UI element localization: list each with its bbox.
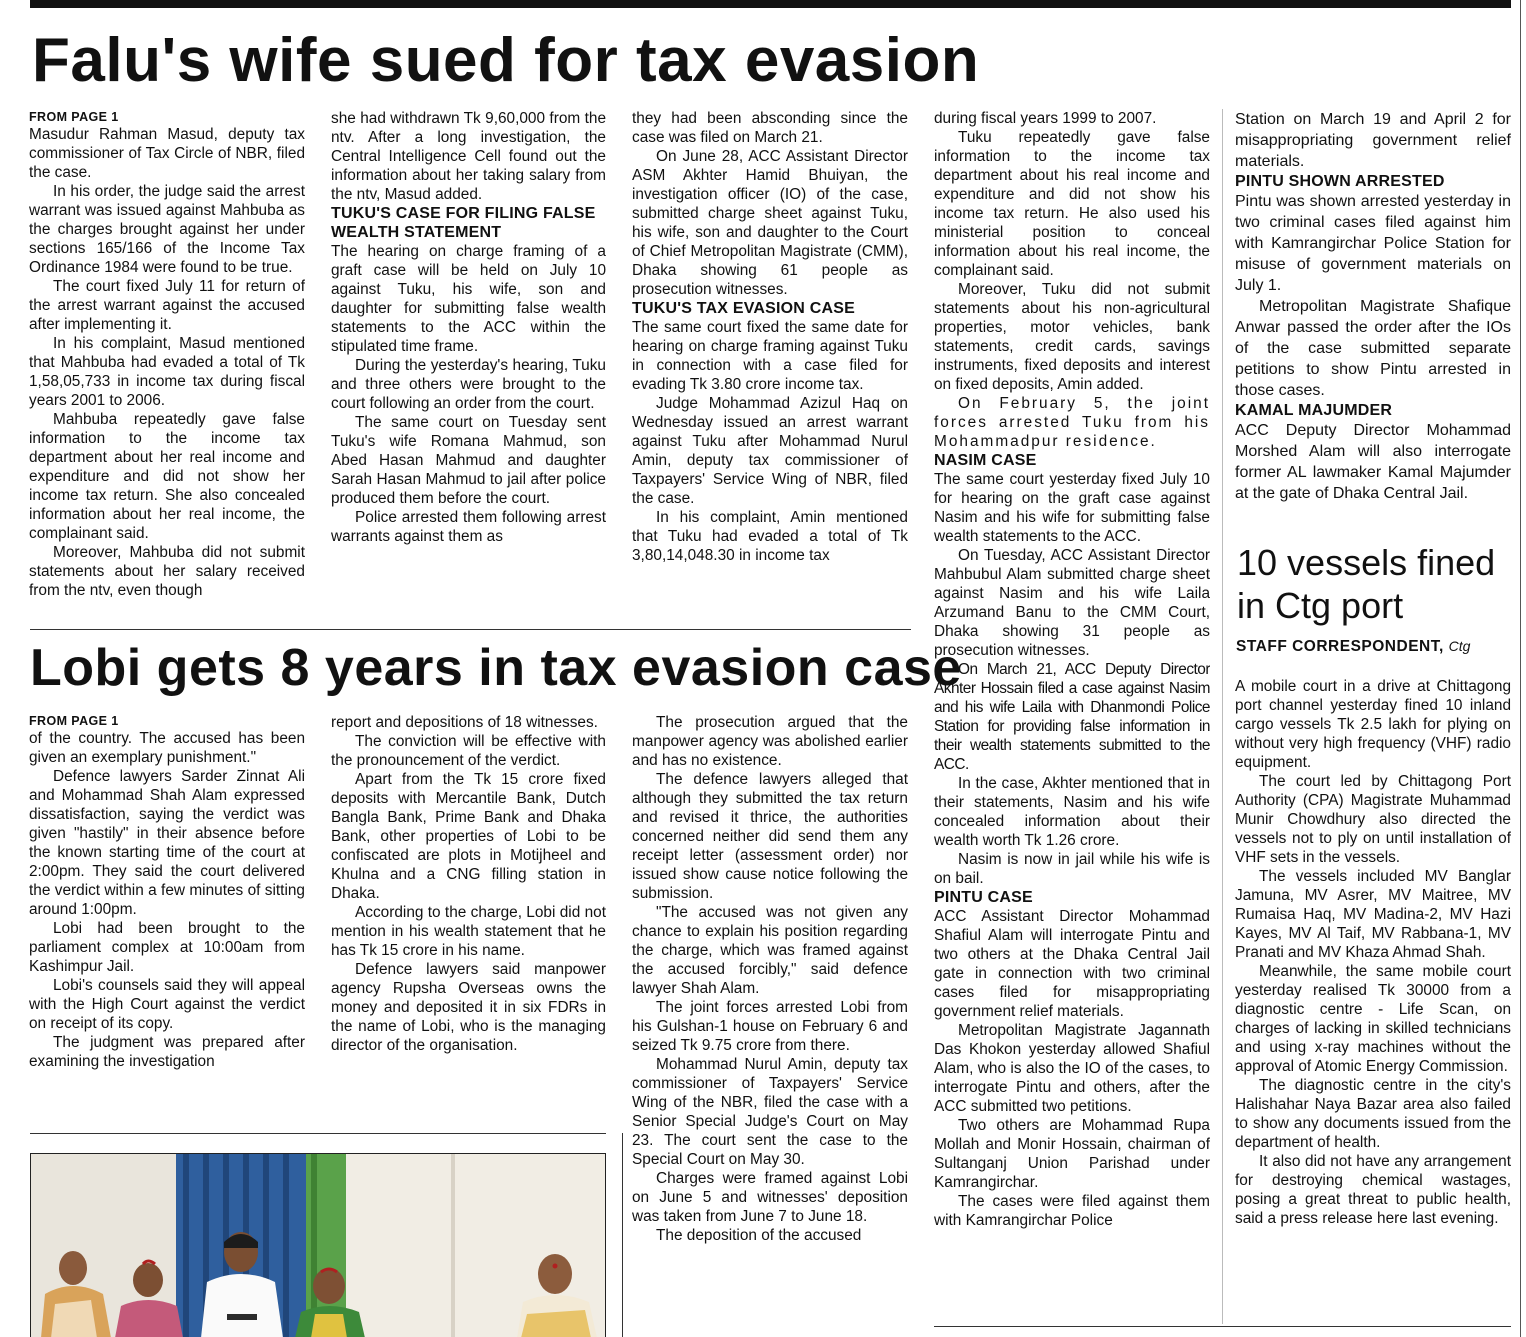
vessels-column (1235, 677, 1511, 1322)
vessels-headline: 10 vessels fined in Ctg port (1237, 542, 1496, 626)
falu-paragraph: during fiscal years 1999 to 2007. (934, 110, 1157, 127)
falu-paragraph: In the case, Akhter mentioned that in their statements, Nasim and his wife concealed information about their wealth worth Tk 1.26 crore. (934, 775, 1210, 849)
top-border-bar (30, 0, 1511, 8)
group-photo (30, 1153, 606, 1337)
falu-paragraph: During the yesterday's hearing, Tuku and three others were brought to the court following an order from the court. (331, 357, 606, 412)
falu-from-page: FROM PAGE 1 (29, 110, 119, 124)
falu-paragraph: On June 28, ACC Assistant Director ASM Akhter Hamid Bhuiyan, the investigation officer (IO) of the case, submitted charge sheet against Tuku, his wife, son and daughter to the Court of Chief Metropolitan Magistrate (CMM), Dhaka showing 61 people as prosecution witnesses. (632, 148, 908, 298)
lobi-paragraph: "The accused was not given any chance to explain his position regarding the charge, which was framed against the accused forcibly," said defence lawyer Shah Alam. (632, 904, 908, 997)
falu-paragraph: Judge Mohammad Azizul Haq on Wednesday issued an arrest warrant against Tuku after Mohammad Nurul Amin, deputy tax commissioner of Taxpayers' Service Wing of NBR, filed the case. (632, 395, 908, 507)
lobi-paragraph: report and depositions of 18 witnesses. (331, 714, 598, 731)
falu-subhead-tuku-wealth: TUKU'S CASE FOR FILING FALSE WEALTH STATEMENT (331, 205, 596, 241)
falu-subhead-pintu-arrested: PINTU SHOWN ARRESTED (1235, 173, 1445, 190)
falu-subhead-kamal: KAMAL MAJUMDER (1235, 402, 1393, 419)
falu-paragraph: On February 5, the joint forces arrested Tuku from his Mohammadpur residence. (934, 395, 1210, 450)
lobi-paragraph: Lobi's counsels said they will appeal with the High Court against the verdict on receipt of its copy. (29, 977, 305, 1032)
vessels-side-rule (1222, 109, 1223, 1324)
falu-paragraph: Tuku repeatedly gave false information to the income tax department about his real income and expenditure and did not show his income tax return. He also used his ministerial position to conceal information about his real income, the complainant said. (934, 129, 1210, 279)
falu-paragraph: Police arrested them following arrest warrants against them as (331, 509, 606, 545)
falu-paragraph: Masudur Rahman Masud, deputy tax commissioner of Tax Circle of NBR, filed the case. (29, 126, 305, 181)
falu-column-1 (29, 109, 305, 619)
vessels-byline (1236, 638, 1470, 656)
falu-paragraph: The same court on Tuesday sent Tuku's wife Romana Mahmud, son Abed Hasan Mahmud and daughter Sarah Hasan Mahmud to jail after police produced them before the court. (331, 414, 606, 507)
falu-column-3 (632, 109, 908, 619)
vessels-paragraph: A mobile court in a drive at Chittagong port channel yesterday fined 10 inland cargo vessels Tk 2.5 lakh for plying on without very high frequency (VHF) radio equipment. (1235, 678, 1511, 771)
page-edge-line (1520, 0, 1521, 1337)
vessels-paragraph: The court led by Chittagong Port Authority (CPA) Magistrate Muhammad Munir Chowdhury also directed the vessels not to ply on until installation of VHF sets in the vessels. (1235, 773, 1511, 866)
falu-paragraph: Metropolitan Magistrate Shafique Anwar passed the order after the IOs of the case submitted separate petitions to show Pintu arrested in those cases. (1235, 298, 1511, 399)
falu-subhead-nasim: NASIM CASE (934, 452, 1037, 469)
section-divider-lobi (30, 629, 911, 630)
lobi-paragraph: Mohammad Nurul Amin, deputy tax commissioner of Taxpayers' Service Wing of the NBR, filed the case with a Senior Special Judge's Court on May 23. The court sent the case to the Special Court on May 30. (632, 1056, 908, 1168)
vessels-byline-author: STAFF CORRESPONDENT, (1236, 638, 1444, 655)
falu-paragraph: The same court yesterday fixed July 10 for hearing on the graft case against Nasim and his wife for submitting false wealth statements to the ACC. (934, 471, 1210, 545)
falu-headline: Falu's wife sued for tax evasion (32, 26, 980, 95)
vessels-paragraph: The vessels included MV Banglar Jamuna, MV Asrer, MV Maitree, MV Rumaisa Haq, MV Madina-2, MV Hazi Kayes, MV Al Taif, MV Rabbana-1, MV Pranati and MV Khaza Ahmad Shah. (1235, 868, 1511, 961)
lobi-paragraph: The deposition of the accused (656, 1227, 862, 1244)
lobi-column-3 (632, 713, 908, 1337)
falu-paragraph: Nasim is now in jail while his wife is on bail. (934, 851, 1210, 887)
falu-paragraph: On March 21, ACC Deputy Director Akhter Hossain filed a case against Nasim and his wife Laila with Dhanmondi Police Station for providing false information in their wealth statements submitted to the ACC. (934, 661, 1210, 773)
lobi-paragraph: The prosecution argued that the manpower agency was abolished earlier and has no existence. (632, 714, 908, 769)
falu-paragraph: The hearing on charge framing of a graft case will be held on July 10 against Tuku, his wife, son and daughter for submitting false wealth statements to the ACC within the stipulated time frame. (331, 243, 606, 355)
group-photo-illustration (31, 1154, 606, 1337)
lobi-headline: Lobi gets 8 years in tax evasion case (30, 639, 962, 697)
falu-paragraph: The court fixed July 11 for return of the arrest warrant against the accused after implementing it. (29, 278, 305, 333)
lobi-column-2 (331, 713, 606, 1118)
falu-paragraph: In his order, the judge said the arrest warrant was issued against Mahbuba as the charges brought against her under sections 165/166 of the Income Tax Ordinance 1984 were found to be true. (29, 183, 305, 276)
lobi-paragraph: According to the charge, Lobi did not mention in his wealth statement that he has Tk 15 crore in his name. (331, 904, 606, 959)
lobi-paragraph: Defence lawyers Sarder Zinnat Ali and Mohammad Shah Alam expressed dissatisfaction, saying the verdict was given "hastily" in their absence before the known starting time of the court at 2:00pm. They said the court delivered the verdict within a few minutes of sitting around 1:00pm. (29, 768, 305, 918)
falu-column-2 (331, 109, 606, 619)
falu-subhead-tuku-tax: TUKU'S TAX EVASION CASE (632, 300, 855, 317)
photo-side-rule (622, 1133, 623, 1337)
lobi-paragraph: of the country. The accused has been given an exemplary punishment." (29, 730, 305, 766)
falu-paragraph: Two others are Mohammad Rupa Mollah and Monir Hossain, chairman of Sultanganj Union Parishad under Kamrangirchar. (934, 1117, 1210, 1191)
falu-paragraph: Metropolitan Magistrate Jagannath Das Khokon yesterday allowed Shafiul Alam, who is also the IO of the cases, to interrogate Pintu and others, after the ACC submitted two petitions. (934, 1022, 1210, 1115)
lobi-paragraph: Lobi had been brought to the parliament complex at 10:00am from Kashimpur Jail. (29, 920, 305, 975)
falu-paragraph: Moreover, Tuku did not submit statements about his non-agricultural properties, motor vehicles, bank statements, credit cards, savings instruments, fixed deposits and interest on fixed deposits, Amin added. (934, 281, 1210, 393)
falu-column-4 (934, 109, 1210, 1309)
falu-paragraph: In his complaint, Masud mentioned that Mahbuba had evaded a total of Tk 1,58,05,733 in income tax during fiscal years 2001 to 2006. (29, 335, 305, 409)
lobi-paragraph: Charges were framed against Lobi on June 5 and witnesses' deposition was taken from June 7 to June 18. (632, 1170, 908, 1225)
falu-paragraph: Station on March 19 and April 2 for misappropriating government relief materials. (1235, 111, 1511, 170)
photo-top-rule (30, 1133, 606, 1134)
lobi-paragraph: The conviction will be effective with the pronouncement of the verdict. (331, 733, 606, 769)
vessels-paragraph: Meanwhile, the same mobile court yesterday realised Tk 30000 from a diagnostic centre - Life Scan, on charges of lacking in skilled technicians and using x-ray machines without the approval of Atomic Energy Commission. (1235, 963, 1511, 1075)
lobi-paragraph: The defence lawyers alleged that although they submitted the tax return and revised it thrice, the authorities concerned neither did send them any receipt letter (assessment order) nor issued show cause notice following the submission. (632, 771, 908, 902)
lobi-from-page: FROM PAGE 1 (29, 714, 119, 728)
falu-paragraph: Moreover, Mahbuba did not submit statements about her salary received from the ntv, even though (29, 544, 305, 599)
falu-paragraph: In his complaint, Amin mentioned that Tuku had evaded a total of Tk 3,80,14,048.30 in income tax (632, 509, 908, 564)
lobi-paragraph: Defence lawyers said manpower agency Rupsha Overseas owns the money and deposited it in six FDRs in the name of Lobi, who is the managing director of the organisation. (331, 961, 606, 1054)
vessels-paragraph: The diagnostic centre in the city's Halishahar Naya Bazar area also failed to show any documents issued from the department of health. (1235, 1077, 1511, 1151)
bottom-right-rule (934, 1326, 1511, 1327)
lobi-paragraph: The joint forces arrested Lobi from his Gulshan-1 house on February 6 and seized Tk 9.75 crore from there. (632, 999, 908, 1054)
vessels-paragraph: It also did not have any arrangement for destroying chemical wastages, posing a great threat to public health, said a press release here last evening. (1235, 1153, 1511, 1227)
falu-paragraph: The same court fixed the same date for hearing on charge framing against Tuku in connection with a case filed for evading Tk 3.80 crore income tax. (632, 319, 908, 393)
falu-paragraph: ACC Assistant Director Mohammad Shafiul Alam will interrogate Pintu and two others at the Dhaka Central Jail gate in connection with two criminal cases filed for misappropriating government relief materials. (934, 908, 1210, 1020)
falu-paragraph: ACC Deputy Director Mohammad Morshed Alam will also interrogate former AL lawmaker Kamal Majumder at the gate of Dhaka Central Jail. (1235, 422, 1511, 502)
vessels-byline-place: Ctg (1448, 638, 1471, 654)
falu-paragraph: Mahbuba repeatedly gave false information to the income tax department about her real income and expenditure and did not show her income tax return. She also concealed information about her real income, the complainant said. (29, 411, 305, 542)
falu-paragraph: Pintu was shown arrested yesterday in two criminal cases filed against him with Kamrangirchar Police Station for misuse of government materials on July 1. (1235, 193, 1511, 294)
falu-paragraph: On Tuesday, ACC Assistant Director Mahbubul Alam submitted charge sheet against Nasim and his wife Laila Arzumand Banu to the CMM Court, Dhaka showing 31 people as prosecution witnesses. (934, 547, 1210, 659)
falu-paragraph: The cases were filed against them with Kamrangirchar Police (934, 1193, 1210, 1229)
falu-paragraph: they had been absconding since the case was filed on March 21. (632, 110, 908, 146)
lobi-paragraph: The judgment was prepared after examining the investigation (29, 1034, 305, 1070)
lobi-paragraph: Apart from the Tk 15 crore fixed deposits with Mercantile Bank, Dutch Bangla Bank, Prime Bank and Dhaka Bank, other properties of Lobi to be confiscated are plots in Motijheel and Khulna and a CNG filling station in Dhaka. (331, 771, 606, 902)
falu-paragraph: she had withdrawn Tk 9,60,000 from the ntv. After a long investigation, the Central Intelligence Cell found out the information about her taking salary from the ntv, Masud added. (331, 110, 606, 203)
falu-subhead-pintu: PINTU CASE (934, 889, 1033, 906)
lobi-column-1 (29, 713, 305, 1118)
falu-column-5 (1235, 109, 1511, 534)
